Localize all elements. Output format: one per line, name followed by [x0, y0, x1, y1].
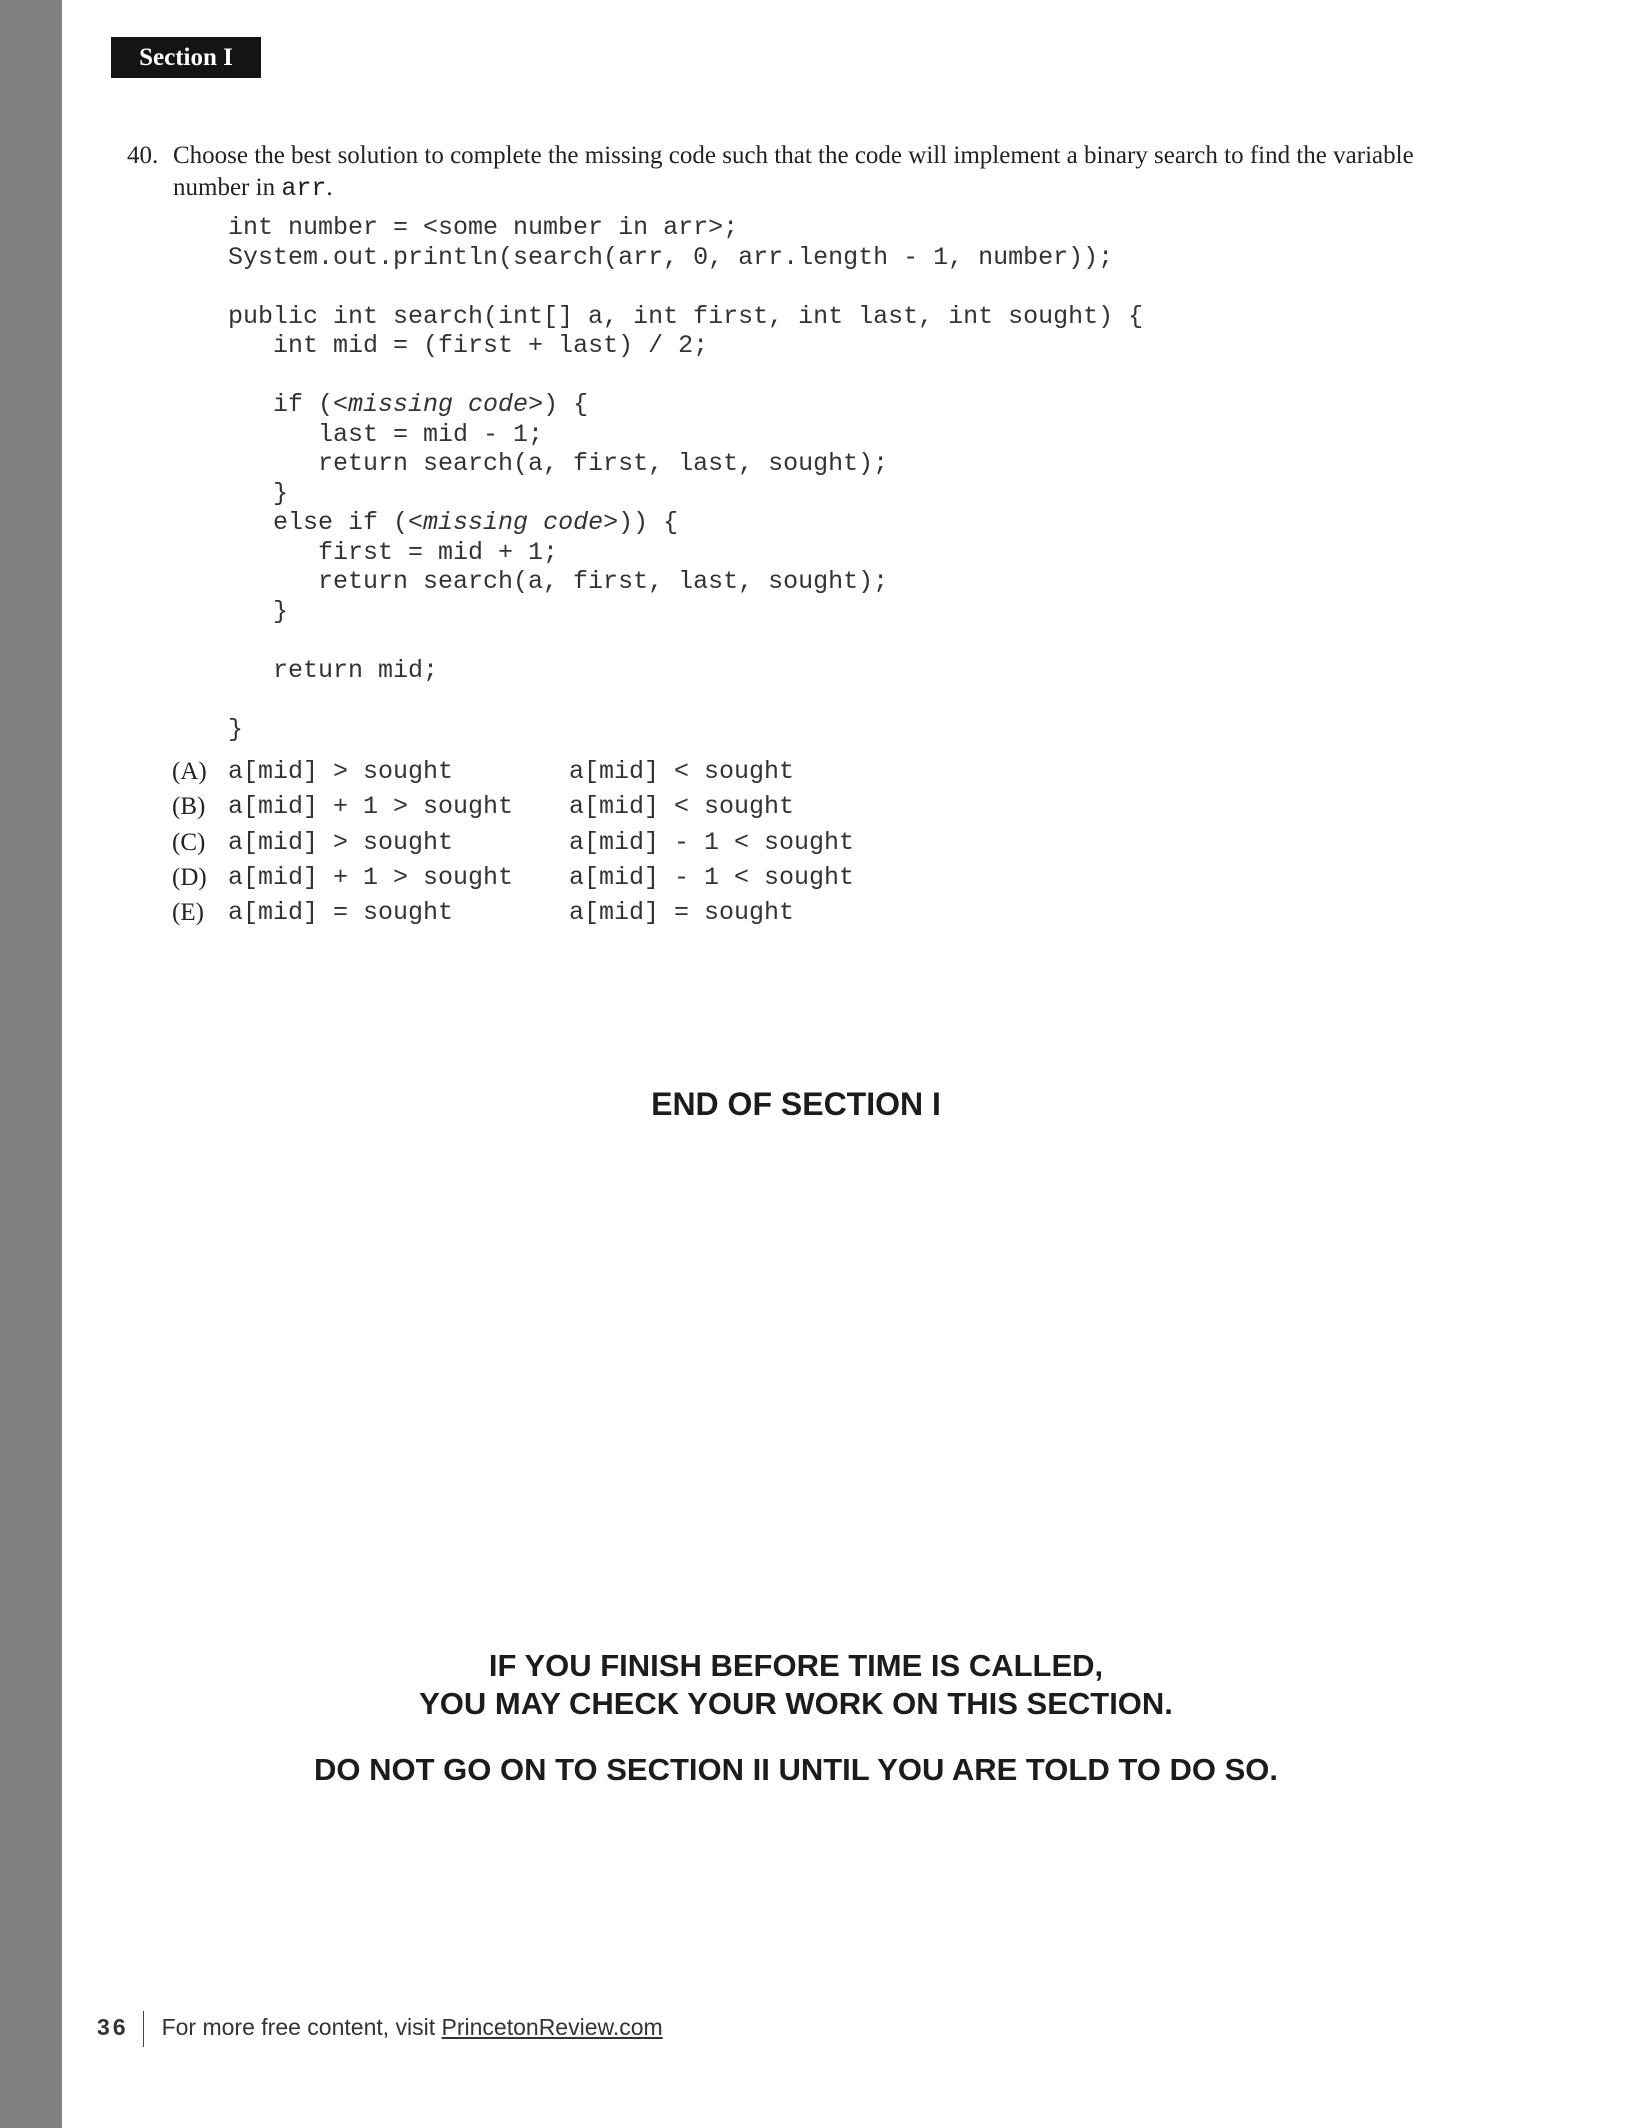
code-suffix: >)) {	[603, 508, 679, 537]
code-text: last = mid - 1;	[318, 419, 544, 449]
choice-second-condition: a[mid] < sought	[569, 757, 795, 786]
question-text	[173, 140, 1467, 205]
footer-text: For more free content, visit	[161, 2014, 442, 2040]
choice-first-condition: a[mid] > sought	[228, 827, 454, 857]
code-line	[228, 243, 1143, 273]
code-text: }	[273, 596, 289, 626]
choice-first-condition: a[mid] > sought	[228, 757, 454, 786]
code-line	[228, 656, 1143, 686]
code-line	[228, 361, 1143, 391]
choice-second-condition: a[mid] = sought	[569, 898, 795, 928]
section-tab: Section I	[111, 37, 261, 78]
princeton-review-link[interactable]: PrincetonReview.com	[441, 2014, 663, 2040]
code-text: first = mid + 1;	[318, 537, 559, 567]
code-text: System.out.println(search(arr, 0, arr.length - 1, number));	[228, 242, 1114, 272]
page-edge-bar	[0, 0, 62, 2128]
footer-divider	[143, 2011, 144, 2047]
question-number: 40.	[127, 142, 159, 169]
choice-letter: (C)	[172, 828, 206, 856]
code-text: public int search(int[] a, int first, int last, int sought) {	[228, 301, 1144, 331]
finish-note-line-1: IF YOU FINISH BEFORE TIME IS CALLED,	[488, 1648, 1104, 1683]
finish-note-line-2: YOU MAY CHECK YOUR WORK ON THIS SECTION.	[419, 1686, 1173, 1721]
choice-letter: (A)	[172, 758, 207, 785]
code-text: return search(a, first, last, sought);	[318, 567, 889, 596]
end-of-section-banner: END OF SECTION I	[651, 1086, 941, 1122]
finish-note-line-3: DO NOT GO ON TO SECTION II UNTIL YOU ARE TOLD TO DO SO.	[314, 1752, 1278, 1787]
choice-letter: (D)	[172, 863, 207, 891]
code-line	[228, 538, 1143, 568]
code-line	[228, 302, 1143, 332]
choice-first-condition: a[mid] + 1 > sought	[228, 792, 514, 822]
code-line	[228, 449, 1143, 479]
page-number: 36	[97, 2014, 129, 2040]
choice-letter: (E)	[172, 899, 204, 927]
question-inline-code: arr	[281, 174, 327, 203]
code-line	[228, 567, 1143, 597]
choice-first-condition: a[mid] = sought	[228, 898, 454, 928]
code-line	[228, 331, 1143, 361]
code-line	[228, 685, 1143, 715]
code-suffix: >) {	[528, 390, 589, 419]
answer-choices	[172, 754, 932, 930]
code-text: }	[273, 478, 289, 508]
code-text: else if (<	[273, 508, 424, 537]
code-text: int mid = (first + last) / 2;	[273, 331, 709, 360]
choice-second-condition: a[mid] - 1 < sought	[569, 862, 855, 892]
question-prompt	[127, 140, 1467, 205]
code-block	[228, 213, 1143, 744]
code-line	[228, 597, 1143, 627]
code-line	[228, 213, 1143, 243]
answer-choice[interactable]	[172, 860, 932, 895]
answer-choice[interactable]	[172, 789, 932, 824]
code-text: }	[228, 714, 244, 744]
code-line	[228, 420, 1143, 450]
code-text: return search(a, first, last, sought);	[318, 449, 889, 478]
answer-choice[interactable]	[172, 825, 932, 860]
choice-first-condition: a[mid] + 1 > sought	[228, 862, 514, 892]
code-line	[228, 272, 1143, 302]
code-line	[228, 390, 1143, 420]
code-line	[228, 626, 1143, 656]
question-text-after: .	[326, 174, 333, 201]
code-line	[228, 715, 1143, 745]
code-line	[228, 479, 1143, 509]
code-text: if (<	[273, 390, 349, 419]
choice-second-condition: a[mid] < sought	[569, 792, 795, 822]
page-footer	[97, 2008, 663, 2046]
choice-second-condition: a[mid] - 1 < sought	[569, 827, 855, 857]
answer-choice[interactable]	[172, 895, 932, 930]
choice-letter: (B)	[172, 793, 206, 821]
question-text-before: Choose the best solution to complete the missing code such that the code will implement a binary search to find the variable number in	[173, 142, 1414, 201]
missing-code-placeholder: missing code	[423, 508, 604, 537]
code-line	[228, 508, 1143, 538]
code-text: return mid;	[273, 655, 439, 685]
code-text: int number = <some number in arr>;	[228, 213, 739, 242]
answer-choice[interactable]	[172, 754, 932, 789]
missing-code-placeholder: missing code	[348, 390, 529, 419]
